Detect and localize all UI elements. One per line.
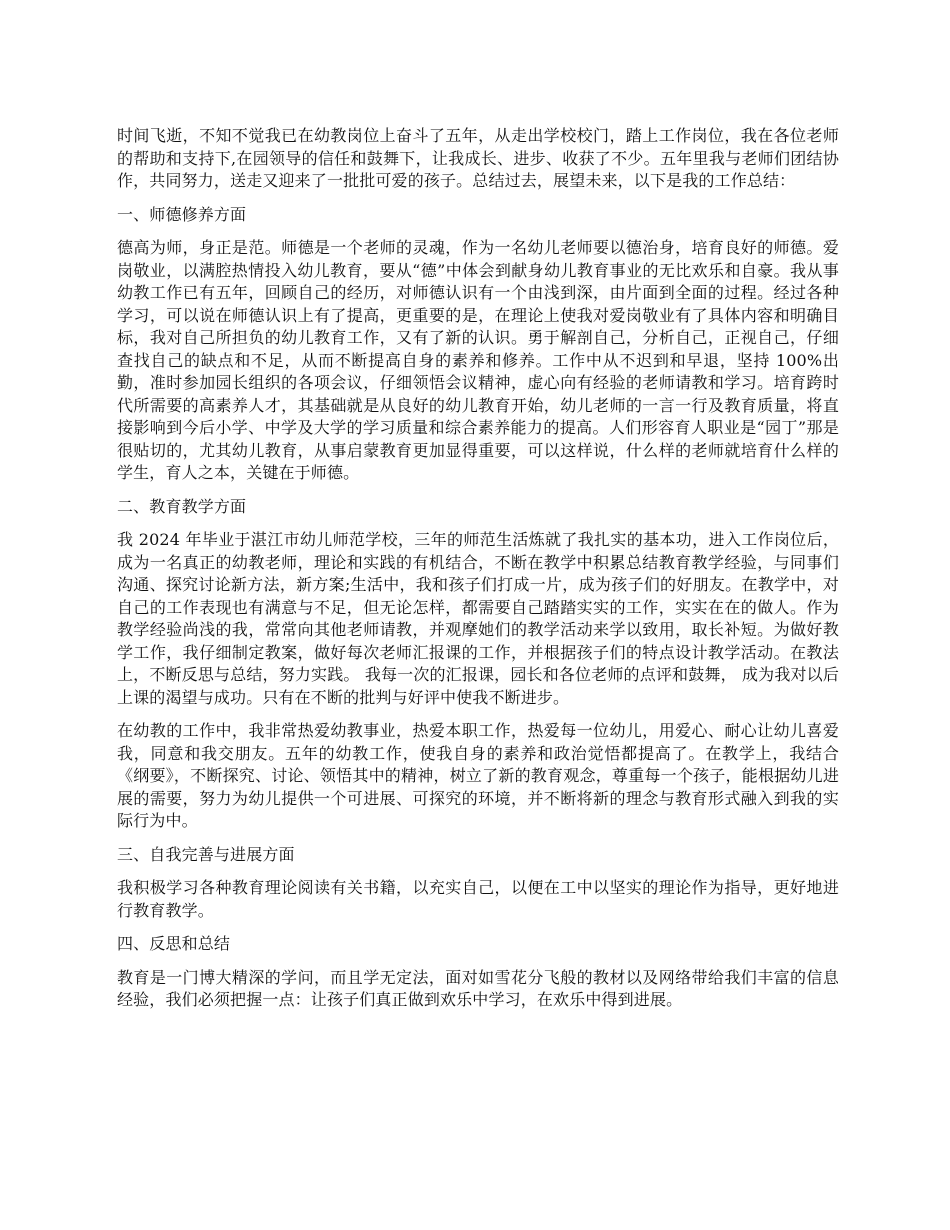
teaching-paragraph-2: 在幼教的工作中，我非常热爱幼教事业，热爱本职工作，热爱每一位幼儿，用爱心、耐心让幼儿喜爱我，同意和我交朋友。五年的幼教工作，使我自身的素养和政治觉悟都提高了。在教学上，我结合《纲要》，不断探究、讨论、领悟其中的精神，树立了新的教育观念，尊重每一个孩子，能根据幼儿进展的需要，努力为幼儿提供一个可进展、可探究的环境，并不断将新的理念与教育形式融入到我的实际行为中。 bbox=[117, 721, 839, 830]
ethics-paragraph: 德高为师，身正是范。师德是一个老师的灵魂，作为一名幼儿老师要以德治身，培育良好的师德。爱岗敬业，以满腔热情投入幼儿教育，要从“德”中体会到献身幼儿教育事业的无比欢乐和自豪。我从事幼教工作已有五年，回顾自己的经历，对师德认识有一个由浅到深，由片面到全面的过程。经过各种学习，可以说在师德认识上有了提高，更重要的是，在理论上使我对爱岗敬业有了具体内容和明确目标，我对自己所担负的幼儿教育工作，又有了新的认识。勇于解剖自己，分析自己，正视自己，仔细查找自己的缺点和不足，从而不断提高自身的素养和修养。工作中从不迟到和早退，坚持 100%出勤，准时参加园长组织的各项会议，仔细领悟会议精神，虚心向有经验的老师请教和学习。培育跨时代所需要的高素养人才，其基础就是从良好的幼儿教育开始，幼儿老师的一言一行及教育质量，将直接影响到今后小学、中学及大学的学习质量和综合素养能力的提高。人们形容育人职业是“园丁”那是很贴切的，尤其幼儿教育，从事启蒙教育更加显得重要，可以这样说，什么样的老师就培育什么样的学生，育人之本，关键在于师德。 bbox=[117, 238, 839, 482]
section-heading-teaching: 二、教育教学方面 bbox=[117, 496, 247, 516]
section-heading-reflection: 四、反思和总结 bbox=[117, 934, 231, 953]
section-heading-self-improvement: 三、自我完善与进展方面 bbox=[117, 844, 295, 864]
document-page bbox=[117, 125, 839, 1023]
section-heading-ethics: 一、师德修养方面 bbox=[117, 204, 247, 224]
self-improvement-paragraph: 我积极学习各种教育理论阅读有关书籍，以充实自己，以便在工中以坚实的理论作为指导，更好地进行教育教学。 bbox=[117, 878, 839, 920]
reflection-paragraph: 教育是一门博大精深的学问，而且学无定法，面对如雪花分飞般的教材以及网络带给我们丰富的信息经验，我们必须把握一点：让孩子们真正做到欢乐中学习，在欢乐中得到进展。 bbox=[117, 967, 839, 1009]
teaching-paragraph-1: 我 2024 年毕业于湛江市幼儿师范学校，三年的师范生活炼就了我扎实的基本功，进入工作岗位后，成为一名真正的幼教老师，理论和实践的有机结合，不断在教学中积累总结教育教学经验，与同事们沟通、探究讨论新方法，新方案;生活中，我和孩子们打成一片，成为孩子们的好朋友。在教学中，对自己的工作表现也有满意与不足，但无论怎样，都需要自己踏踏实实的工作，实实在在的做人。作为教学经验尚浅的我，常常向其他老师请教，并观摩她们的教学活动来学以致用，取长补短。为做好教学工作，我仔细制定教案，做好每次老师汇报课的工作，并根据孩子们的特点设计教学活动。在教法上，不断反思与总结，努力实践。 我每一次的汇报课，园长和各位老师的点评和鼓舞， 成为我对以后上课的渴望与成功。只有在不断的批判与好评中使我不断进步。 bbox=[117, 530, 839, 707]
intro-paragraph: 时间飞逝，不知不觉我已在幼教岗位上奋斗了五年，从走出学校校门，踏上工作岗位，我在各位老师的帮助和支持下,在园领导的信任和鼓舞下，让我成长、进步、收获了不少。五年里我与老师们团结协作，共同努力，送走又迎来了一批批可爱的孩子。总结过去，展望未来，以下是我的工作总结： bbox=[117, 126, 839, 190]
